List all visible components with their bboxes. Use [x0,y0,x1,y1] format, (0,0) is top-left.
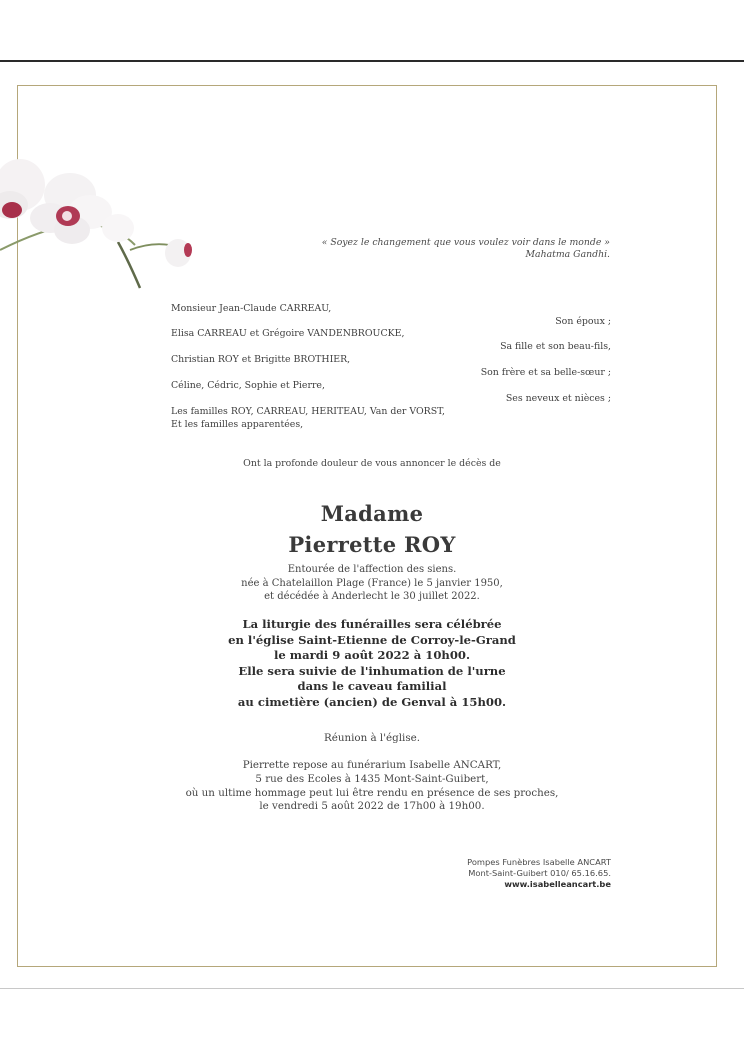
family-member-relation: Sa fille et son beau-fils, [500,341,611,352]
ceremony-line: le mardi 9 août 2022 à 10h00. [273,648,470,663]
visitation-line: le vendredi 5 août 2022 de 17h00 à 19h00. [259,800,485,813]
reunion: Réunion à l'église. [324,732,420,744]
deceased-name: Pierrette ROY [288,532,456,557]
ceremony-line: Elle sera suivie de l'inhumation de l'urne [238,663,506,678]
family-member-relation: Ses neveux et nièces ; [505,393,611,404]
family-member-relation: Son frère et sa belle-sœur ; [480,367,611,378]
funeral-home-website[interactable]: www.isabelleancart.be [504,879,611,889]
bottom-rule [0,988,744,989]
family-member-name: Christian ROY et Brigitte BROTHIER, [171,354,351,365]
visitation-line: 5 rue des Ecoles à 1435 Mont-Saint-Guibert, [255,772,489,785]
ceremony-line: en l'église Saint-Etienne de Corroy-le-Grand [228,632,516,647]
family-member-relation: Son époux ; [555,316,611,327]
ceremony-block [0,617,744,711]
family-member-name: Elisa CARREAU et Grégoire VANDENBROUCKE, [171,328,405,339]
ceremony-line: dans le caveau familial [297,679,447,694]
funeral-home-name: Pompes Funèbres Isabelle ANCART [467,857,611,867]
visitation-block [0,759,744,814]
detail-line: et décédée à Anderlecht le 30 juillet 2022. [264,591,480,602]
details-block [0,563,744,604]
family-member-name: Monsieur Jean-Claude CARREAU, [171,303,332,314]
quote [300,237,610,261]
families-line: Les familles ROY, CARREAU, HERITEAU, Van der VORST, [171,406,446,417]
visitation-line: où un ultime hommage peut lui être rendu en présence de ses proches, [185,786,559,799]
families-line: Et les familles apparentées, [171,419,304,430]
detail-line: née à Chatelaillon Plage (France) le 5 janvier 1950, [241,577,503,589]
orchid-image [0,150,210,295]
quote-author: Mahatma Gandhi. [525,249,610,260]
visitation-line: Pierrette repose au funérarium Isabelle ANCART, [242,759,502,771]
funeral-home-info [467,857,611,890]
announcement: Ont la profonde douleur de vous annoncer le décès de [243,458,501,469]
deceased-title: Madame [320,501,424,526]
top-rule [0,60,744,62]
detail-line: Entourée de l'affection des siens. [287,564,457,575]
funeral-home-phone: Mont-Saint-Guibert 010/ 65.16.65. [468,868,611,878]
family-member-name: Céline, Cédric, Sophie et Pierre, [171,380,325,391]
ceremony-line: La liturgie des funérailles sera célébrée [242,617,502,631]
ceremony-line: au cimetière (ancien) de Genval à 15h00. [237,694,507,709]
quote-text: « Soyez le changement que vous voulez voir dans le monde » [321,237,610,248]
